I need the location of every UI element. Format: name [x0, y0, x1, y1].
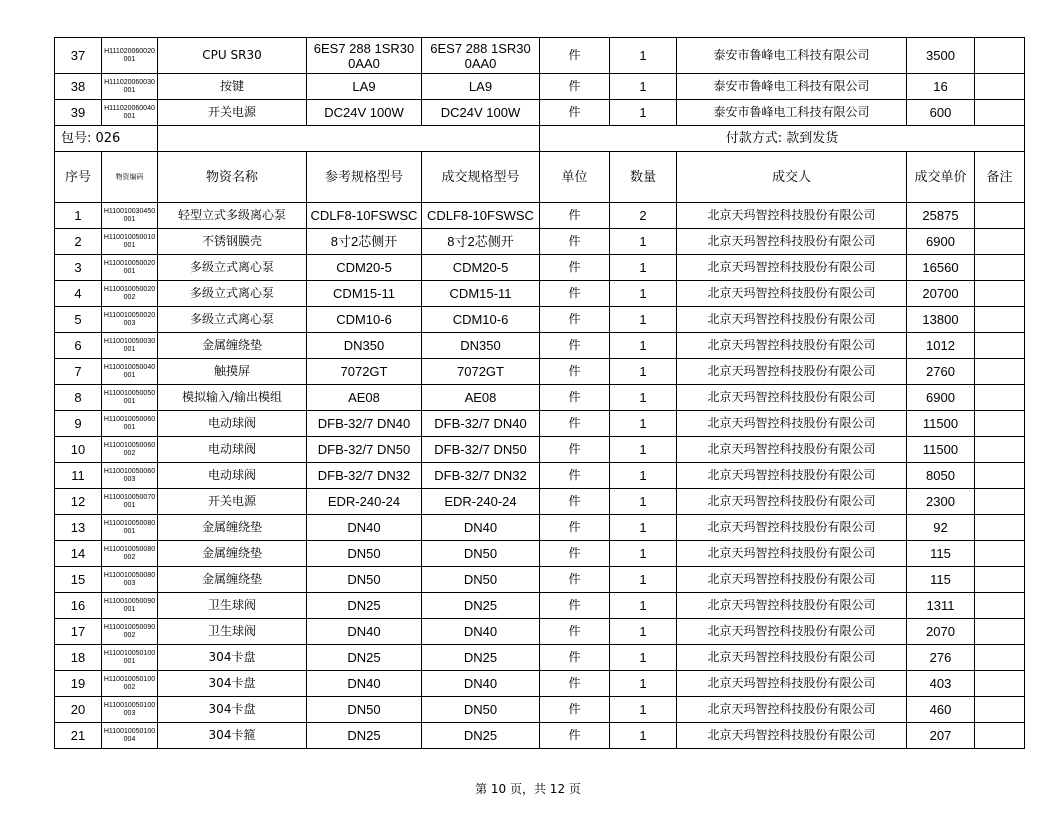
reference-spec-cell: 7072GT	[307, 359, 422, 385]
column-header-quantity: 数量	[610, 152, 677, 203]
material-name-cell: 按键	[158, 74, 307, 100]
material-name-cell: 开关电源	[158, 100, 307, 126]
table-body	[55, 38, 1025, 749]
table-row	[55, 281, 1025, 307]
quantity-cell: 1	[610, 723, 677, 749]
unit-price-cell: 6900	[907, 385, 975, 411]
quantity-cell: 1	[610, 697, 677, 723]
deal-spec-cell: DN350	[422, 333, 540, 359]
quantity-cell: 1	[610, 463, 677, 489]
material-code-cell: H110010050080002	[102, 541, 158, 567]
table-row	[55, 100, 1025, 126]
unit-cell: 件	[540, 411, 610, 437]
unit-price-cell: 403	[907, 671, 975, 697]
material-name-cell: 触摸屏	[158, 359, 307, 385]
unit-price-cell: 207	[907, 723, 975, 749]
remarks-cell	[975, 333, 1025, 359]
remarks-cell	[975, 593, 1025, 619]
remarks-cell	[975, 229, 1025, 255]
column-header-material-name: 物资名称	[158, 152, 307, 203]
table-row	[55, 229, 1025, 255]
deal-spec-cell: DN40	[422, 515, 540, 541]
row-number-cell: 9	[55, 411, 102, 437]
reference-spec-cell: DN25	[307, 645, 422, 671]
quantity-cell: 1	[610, 333, 677, 359]
reference-spec-cell: DN25	[307, 593, 422, 619]
table-row	[55, 333, 1025, 359]
column-header-remarks: 备注	[975, 152, 1025, 203]
reference-spec-cell: DN50	[307, 567, 422, 593]
unit-price-cell: 2070	[907, 619, 975, 645]
material-name-cell: 金属缠绕垫	[158, 333, 307, 359]
material-code-cell: H110010050040001	[102, 359, 158, 385]
vendor-cell: 北京天玛智控科技股份有限公司	[677, 671, 907, 697]
reference-spec-cell: EDR-240-24	[307, 489, 422, 515]
material-name-cell: 304卡盘	[158, 645, 307, 671]
table-row	[55, 74, 1025, 100]
reference-spec-cell: DN25	[307, 723, 422, 749]
unit-cell: 件	[540, 463, 610, 489]
vendor-cell: 北京天玛智控科技股份有限公司	[677, 359, 907, 385]
remarks-cell	[975, 307, 1025, 333]
unit-cell: 件	[540, 541, 610, 567]
vendor-cell: 北京天玛智控科技股份有限公司	[677, 411, 907, 437]
vendor-cell: 泰安市鲁峰电工科技有限公司	[677, 74, 907, 100]
quantity-cell: 1	[610, 437, 677, 463]
row-number-cell: 7	[55, 359, 102, 385]
material-name-cell: 304卡盘	[158, 671, 307, 697]
material-name-cell: 模拟输入/输出模组	[158, 385, 307, 411]
header-row	[55, 152, 1025, 203]
payment-method: 付款方式: 款到发货	[540, 126, 1025, 152]
unit-price-cell: 115	[907, 567, 975, 593]
vendor-cell: 北京天玛智控科技股份有限公司	[677, 645, 907, 671]
remarks-cell	[975, 74, 1025, 100]
remarks-cell	[975, 281, 1025, 307]
table-row	[55, 307, 1025, 333]
row-number-cell: 17	[55, 619, 102, 645]
material-code-cell: H110010050100001	[102, 645, 158, 671]
material-code-cell: H110010050090001	[102, 593, 158, 619]
column-header-unit: 单位	[540, 152, 610, 203]
unit-cell: 件	[540, 645, 610, 671]
remarks-cell	[975, 541, 1025, 567]
material-name-cell: 轻型立式多级离心泵	[158, 203, 307, 229]
reference-spec-cell: DC24V 100W	[307, 100, 422, 126]
remarks-cell	[975, 437, 1025, 463]
table-row	[55, 38, 1025, 74]
unit-price-cell: 92	[907, 515, 975, 541]
vendor-cell: 泰安市鲁峰电工科技有限公司	[677, 38, 907, 74]
vendor-cell: 北京天玛智控科技股份有限公司	[677, 489, 907, 515]
vendor-cell: 北京天玛智控科技股份有限公司	[677, 463, 907, 489]
unit-price-cell: 20700	[907, 281, 975, 307]
material-code-cell: H110010050100002	[102, 671, 158, 697]
material-name-cell: 金属缠绕垫	[158, 515, 307, 541]
row-number-cell: 12	[55, 489, 102, 515]
unit-price-cell: 11500	[907, 411, 975, 437]
remarks-cell	[975, 385, 1025, 411]
reference-spec-cell: DN40	[307, 619, 422, 645]
quantity-cell: 1	[610, 619, 677, 645]
material-name-cell: 多级立式离心泵	[158, 307, 307, 333]
material-name-cell: 电动球阀	[158, 463, 307, 489]
material-name-cell: 多级立式离心泵	[158, 281, 307, 307]
deal-spec-cell: CDM15-11	[422, 281, 540, 307]
quantity-cell: 1	[610, 515, 677, 541]
reference-spec-cell: 8寸2芯侧开	[307, 229, 422, 255]
reference-spec-cell: DFB-32/7 DN32	[307, 463, 422, 489]
material-name-cell: 多级立式离心泵	[158, 255, 307, 281]
material-code-cell: H110010050080001	[102, 515, 158, 541]
reference-spec-cell: CDM10-6	[307, 307, 422, 333]
quantity-cell: 1	[610, 74, 677, 100]
row-number-cell: 11	[55, 463, 102, 489]
column-header-material-code: 物资编码	[102, 152, 158, 203]
row-number-cell: 5	[55, 307, 102, 333]
material-code-cell: H110010050080003	[102, 567, 158, 593]
table-row	[55, 593, 1025, 619]
table-row	[55, 567, 1025, 593]
column-header-deal-spec: 成交规格型号	[422, 152, 540, 203]
unit-price-cell: 115	[907, 541, 975, 567]
deal-spec-cell: DN50	[422, 541, 540, 567]
unit-price-cell: 16560	[907, 255, 975, 281]
unit-cell: 件	[540, 437, 610, 463]
vendor-cell: 北京天玛智控科技股份有限公司	[677, 281, 907, 307]
remarks-cell	[975, 619, 1025, 645]
unit-cell: 件	[540, 619, 610, 645]
unit-price-cell: 3500	[907, 38, 975, 74]
unit-cell: 件	[540, 74, 610, 100]
table-row	[55, 515, 1025, 541]
vendor-cell: 北京天玛智控科技股份有限公司	[677, 697, 907, 723]
quantity-cell: 1	[610, 281, 677, 307]
package-row	[55, 126, 1025, 152]
deal-spec-cell: CDLF8-10FSWSC	[422, 203, 540, 229]
unit-price-cell: 2760	[907, 359, 975, 385]
material-code-cell: H110010050030001	[102, 333, 158, 359]
row-number-cell: 3	[55, 255, 102, 281]
row-number-cell: 20	[55, 697, 102, 723]
reference-spec-cell: DFB-32/7 DN50	[307, 437, 422, 463]
deal-spec-cell: 8寸2芯侧开	[422, 229, 540, 255]
remarks-cell	[975, 463, 1025, 489]
unit-price-cell: 16	[907, 74, 975, 100]
row-number-cell: 6	[55, 333, 102, 359]
row-number-cell: 13	[55, 515, 102, 541]
reference-spec-cell: CDM15-11	[307, 281, 422, 307]
quantity-cell: 1	[610, 100, 677, 126]
remarks-cell	[975, 489, 1025, 515]
reference-spec-cell: DN50	[307, 541, 422, 567]
column-header-reference-spec: 参考规格型号	[307, 152, 422, 203]
deal-spec-cell: DFB-32/7 DN40	[422, 411, 540, 437]
remarks-cell	[975, 567, 1025, 593]
quantity-cell: 1	[610, 359, 677, 385]
reference-spec-cell: CDLF8-10FSWSC	[307, 203, 422, 229]
material-code-cell: H110010050100003	[102, 697, 158, 723]
material-code-cell: H110010050060003	[102, 463, 158, 489]
table-row	[55, 411, 1025, 437]
vendor-cell: 北京天玛智控科技股份有限公司	[677, 619, 907, 645]
unit-price-cell: 1012	[907, 333, 975, 359]
material-code-cell: H111020060040001	[102, 100, 158, 126]
unit-price-cell: 6900	[907, 229, 975, 255]
procurement-table	[54, 37, 1025, 749]
reference-spec-cell: DN350	[307, 333, 422, 359]
remarks-cell	[975, 645, 1025, 671]
row-number-cell: 14	[55, 541, 102, 567]
quantity-cell: 1	[610, 671, 677, 697]
deal-spec-cell: DC24V 100W	[422, 100, 540, 126]
row-number-cell: 15	[55, 567, 102, 593]
row-number-cell: 21	[55, 723, 102, 749]
table-row	[55, 723, 1025, 749]
reference-spec-cell: AE08	[307, 385, 422, 411]
material-name-cell: 304卡盘	[158, 697, 307, 723]
unit-cell: 件	[540, 307, 610, 333]
table-row	[55, 203, 1025, 229]
vendor-cell: 北京天玛智控科技股份有限公司	[677, 567, 907, 593]
reference-spec-cell: DN40	[307, 515, 422, 541]
unit-cell: 件	[540, 359, 610, 385]
deal-spec-cell: DN40	[422, 619, 540, 645]
material-code-cell: H110010050010001	[102, 229, 158, 255]
unit-cell: 件	[540, 515, 610, 541]
table-row	[55, 697, 1025, 723]
material-name-cell: 卫生球阀	[158, 619, 307, 645]
deal-spec-cell: DN50	[422, 567, 540, 593]
vendor-cell: 北京天玛智控科技股份有限公司	[677, 593, 907, 619]
column-header-unit-price: 成交单价	[907, 152, 975, 203]
unit-cell: 件	[540, 255, 610, 281]
unit-cell: 件	[540, 489, 610, 515]
remarks-cell	[975, 411, 1025, 437]
row-number-cell: 38	[55, 74, 102, 100]
material-name-cell: 卫生球阀	[158, 593, 307, 619]
unit-cell: 件	[540, 38, 610, 74]
table-row	[55, 255, 1025, 281]
remarks-cell	[975, 359, 1025, 385]
material-code-cell: H110010050100004	[102, 723, 158, 749]
vendor-cell: 北京天玛智控科技股份有限公司	[677, 515, 907, 541]
deal-spec-cell: 7072GT	[422, 359, 540, 385]
deal-spec-cell: CDM10-6	[422, 307, 540, 333]
deal-spec-cell: LA9	[422, 74, 540, 100]
unit-cell: 件	[540, 333, 610, 359]
quantity-cell: 1	[610, 385, 677, 411]
material-code-cell: H110010050050001	[102, 385, 158, 411]
unit-price-cell: 8050	[907, 463, 975, 489]
remarks-cell	[975, 515, 1025, 541]
vendor-cell: 泰安市鲁峰电工科技有限公司	[677, 100, 907, 126]
remarks-cell	[975, 255, 1025, 281]
row-number-cell: 39	[55, 100, 102, 126]
unit-cell: 件	[540, 385, 610, 411]
quantity-cell: 1	[610, 255, 677, 281]
table-row	[55, 437, 1025, 463]
unit-cell: 件	[540, 697, 610, 723]
material-code-cell: H110010050020002	[102, 281, 158, 307]
quantity-cell: 1	[610, 38, 677, 74]
vendor-cell: 北京天玛智控科技股份有限公司	[677, 723, 907, 749]
deal-spec-cell: DN50	[422, 697, 540, 723]
unit-price-cell: 2300	[907, 489, 975, 515]
remarks-cell	[975, 38, 1025, 74]
table-row	[55, 359, 1025, 385]
material-name-cell: 开关电源	[158, 489, 307, 515]
quantity-cell: 1	[610, 541, 677, 567]
deal-spec-cell: DFB-32/7 DN50	[422, 437, 540, 463]
quantity-cell: 1	[610, 307, 677, 333]
unit-cell: 件	[540, 671, 610, 697]
material-code-cell: H111020060020001	[102, 38, 158, 74]
vendor-cell: 北京天玛智控科技股份有限公司	[677, 385, 907, 411]
material-code-cell: H111020060030001	[102, 74, 158, 100]
row-number-cell: 19	[55, 671, 102, 697]
vendor-cell: 北京天玛智控科技股份有限公司	[677, 255, 907, 281]
deal-spec-cell: DN25	[422, 645, 540, 671]
row-number-cell: 16	[55, 593, 102, 619]
deal-spec-cell: DN25	[422, 723, 540, 749]
deal-spec-cell: DN25	[422, 593, 540, 619]
unit-cell: 件	[540, 100, 610, 126]
reference-spec-cell: 6ES7 288 1SR30 0AA0	[307, 38, 422, 74]
unit-price-cell: 13800	[907, 307, 975, 333]
quantity-cell: 2	[610, 203, 677, 229]
quantity-cell: 1	[610, 489, 677, 515]
row-number-cell: 10	[55, 437, 102, 463]
vendor-cell: 北京天玛智控科技股份有限公司	[677, 333, 907, 359]
quantity-cell: 1	[610, 645, 677, 671]
material-code-cell: H110010030450001	[102, 203, 158, 229]
package-number: 包号: 026	[55, 126, 158, 152]
unit-price-cell: 25875	[907, 203, 975, 229]
remarks-cell	[975, 203, 1025, 229]
table-row	[55, 385, 1025, 411]
page-footer: 第 10 页，共 12 页	[475, 782, 581, 796]
column-header-row-number: 序号	[55, 152, 102, 203]
deal-spec-cell: 6ES7 288 1SR30 0AA0	[422, 38, 540, 74]
row-number-cell: 37	[55, 38, 102, 74]
remarks-cell	[975, 723, 1025, 749]
unit-price-cell: 460	[907, 697, 975, 723]
deal-spec-cell: CDM20-5	[422, 255, 540, 281]
unit-cell: 件	[540, 723, 610, 749]
material-name-cell: 电动球阀	[158, 437, 307, 463]
unit-price-cell: 276	[907, 645, 975, 671]
quantity-cell: 1	[610, 229, 677, 255]
vendor-cell: 北京天玛智控科技股份有限公司	[677, 203, 907, 229]
material-name-cell: CPU SR30	[158, 38, 307, 74]
unit-price-cell: 1311	[907, 593, 975, 619]
unit-price-cell: 600	[907, 100, 975, 126]
remarks-cell	[975, 671, 1025, 697]
unit-cell: 件	[540, 281, 610, 307]
material-code-cell: H110010050020001	[102, 255, 158, 281]
table-row	[55, 645, 1025, 671]
table-row	[55, 489, 1025, 515]
deal-spec-cell: DN40	[422, 671, 540, 697]
material-code-cell: H110010050060001	[102, 411, 158, 437]
material-code-cell: H110010050090002	[102, 619, 158, 645]
material-name-cell: 电动球阀	[158, 411, 307, 437]
row-number-cell: 1	[55, 203, 102, 229]
table-row	[55, 671, 1025, 697]
material-name-cell: 不锈钢膜壳	[158, 229, 307, 255]
remarks-cell	[975, 697, 1025, 723]
row-number-cell: 18	[55, 645, 102, 671]
reference-spec-cell: LA9	[307, 74, 422, 100]
quantity-cell: 1	[610, 411, 677, 437]
material-code-cell: H110010050020003	[102, 307, 158, 333]
deal-spec-cell: EDR-240-24	[422, 489, 540, 515]
unit-cell: 件	[540, 593, 610, 619]
material-code-cell: H110010050060002	[102, 437, 158, 463]
material-code-cell: H110010050070001	[102, 489, 158, 515]
unit-cell: 件	[540, 203, 610, 229]
unit-price-cell: 11500	[907, 437, 975, 463]
vendor-cell: 北京天玛智控科技股份有限公司	[677, 437, 907, 463]
material-name-cell: 金属缠绕垫	[158, 541, 307, 567]
vendor-cell: 北京天玛智控科技股份有限公司	[677, 229, 907, 255]
table-row	[55, 619, 1025, 645]
table-row	[55, 541, 1025, 567]
column-header-vendor: 成交人	[677, 152, 907, 203]
row-number-cell: 8	[55, 385, 102, 411]
vendor-cell: 北京天玛智控科技股份有限公司	[677, 541, 907, 567]
reference-spec-cell: DN40	[307, 671, 422, 697]
reference-spec-cell: DFB-32/7 DN40	[307, 411, 422, 437]
unit-cell: 件	[540, 229, 610, 255]
row-number-cell: 2	[55, 229, 102, 255]
quantity-cell: 1	[610, 567, 677, 593]
table-row	[55, 463, 1025, 489]
deal-spec-cell: DFB-32/7 DN32	[422, 463, 540, 489]
material-name-cell: 304卡箍	[158, 723, 307, 749]
reference-spec-cell: CDM20-5	[307, 255, 422, 281]
row-number-cell: 4	[55, 281, 102, 307]
quantity-cell: 1	[610, 593, 677, 619]
reference-spec-cell: DN50	[307, 697, 422, 723]
vendor-cell: 北京天玛智控科技股份有限公司	[677, 307, 907, 333]
remarks-cell	[975, 100, 1025, 126]
deal-spec-cell: AE08	[422, 385, 540, 411]
package-blank	[158, 126, 540, 152]
unit-cell: 件	[540, 567, 610, 593]
material-name-cell: 金属缠绕垫	[158, 567, 307, 593]
